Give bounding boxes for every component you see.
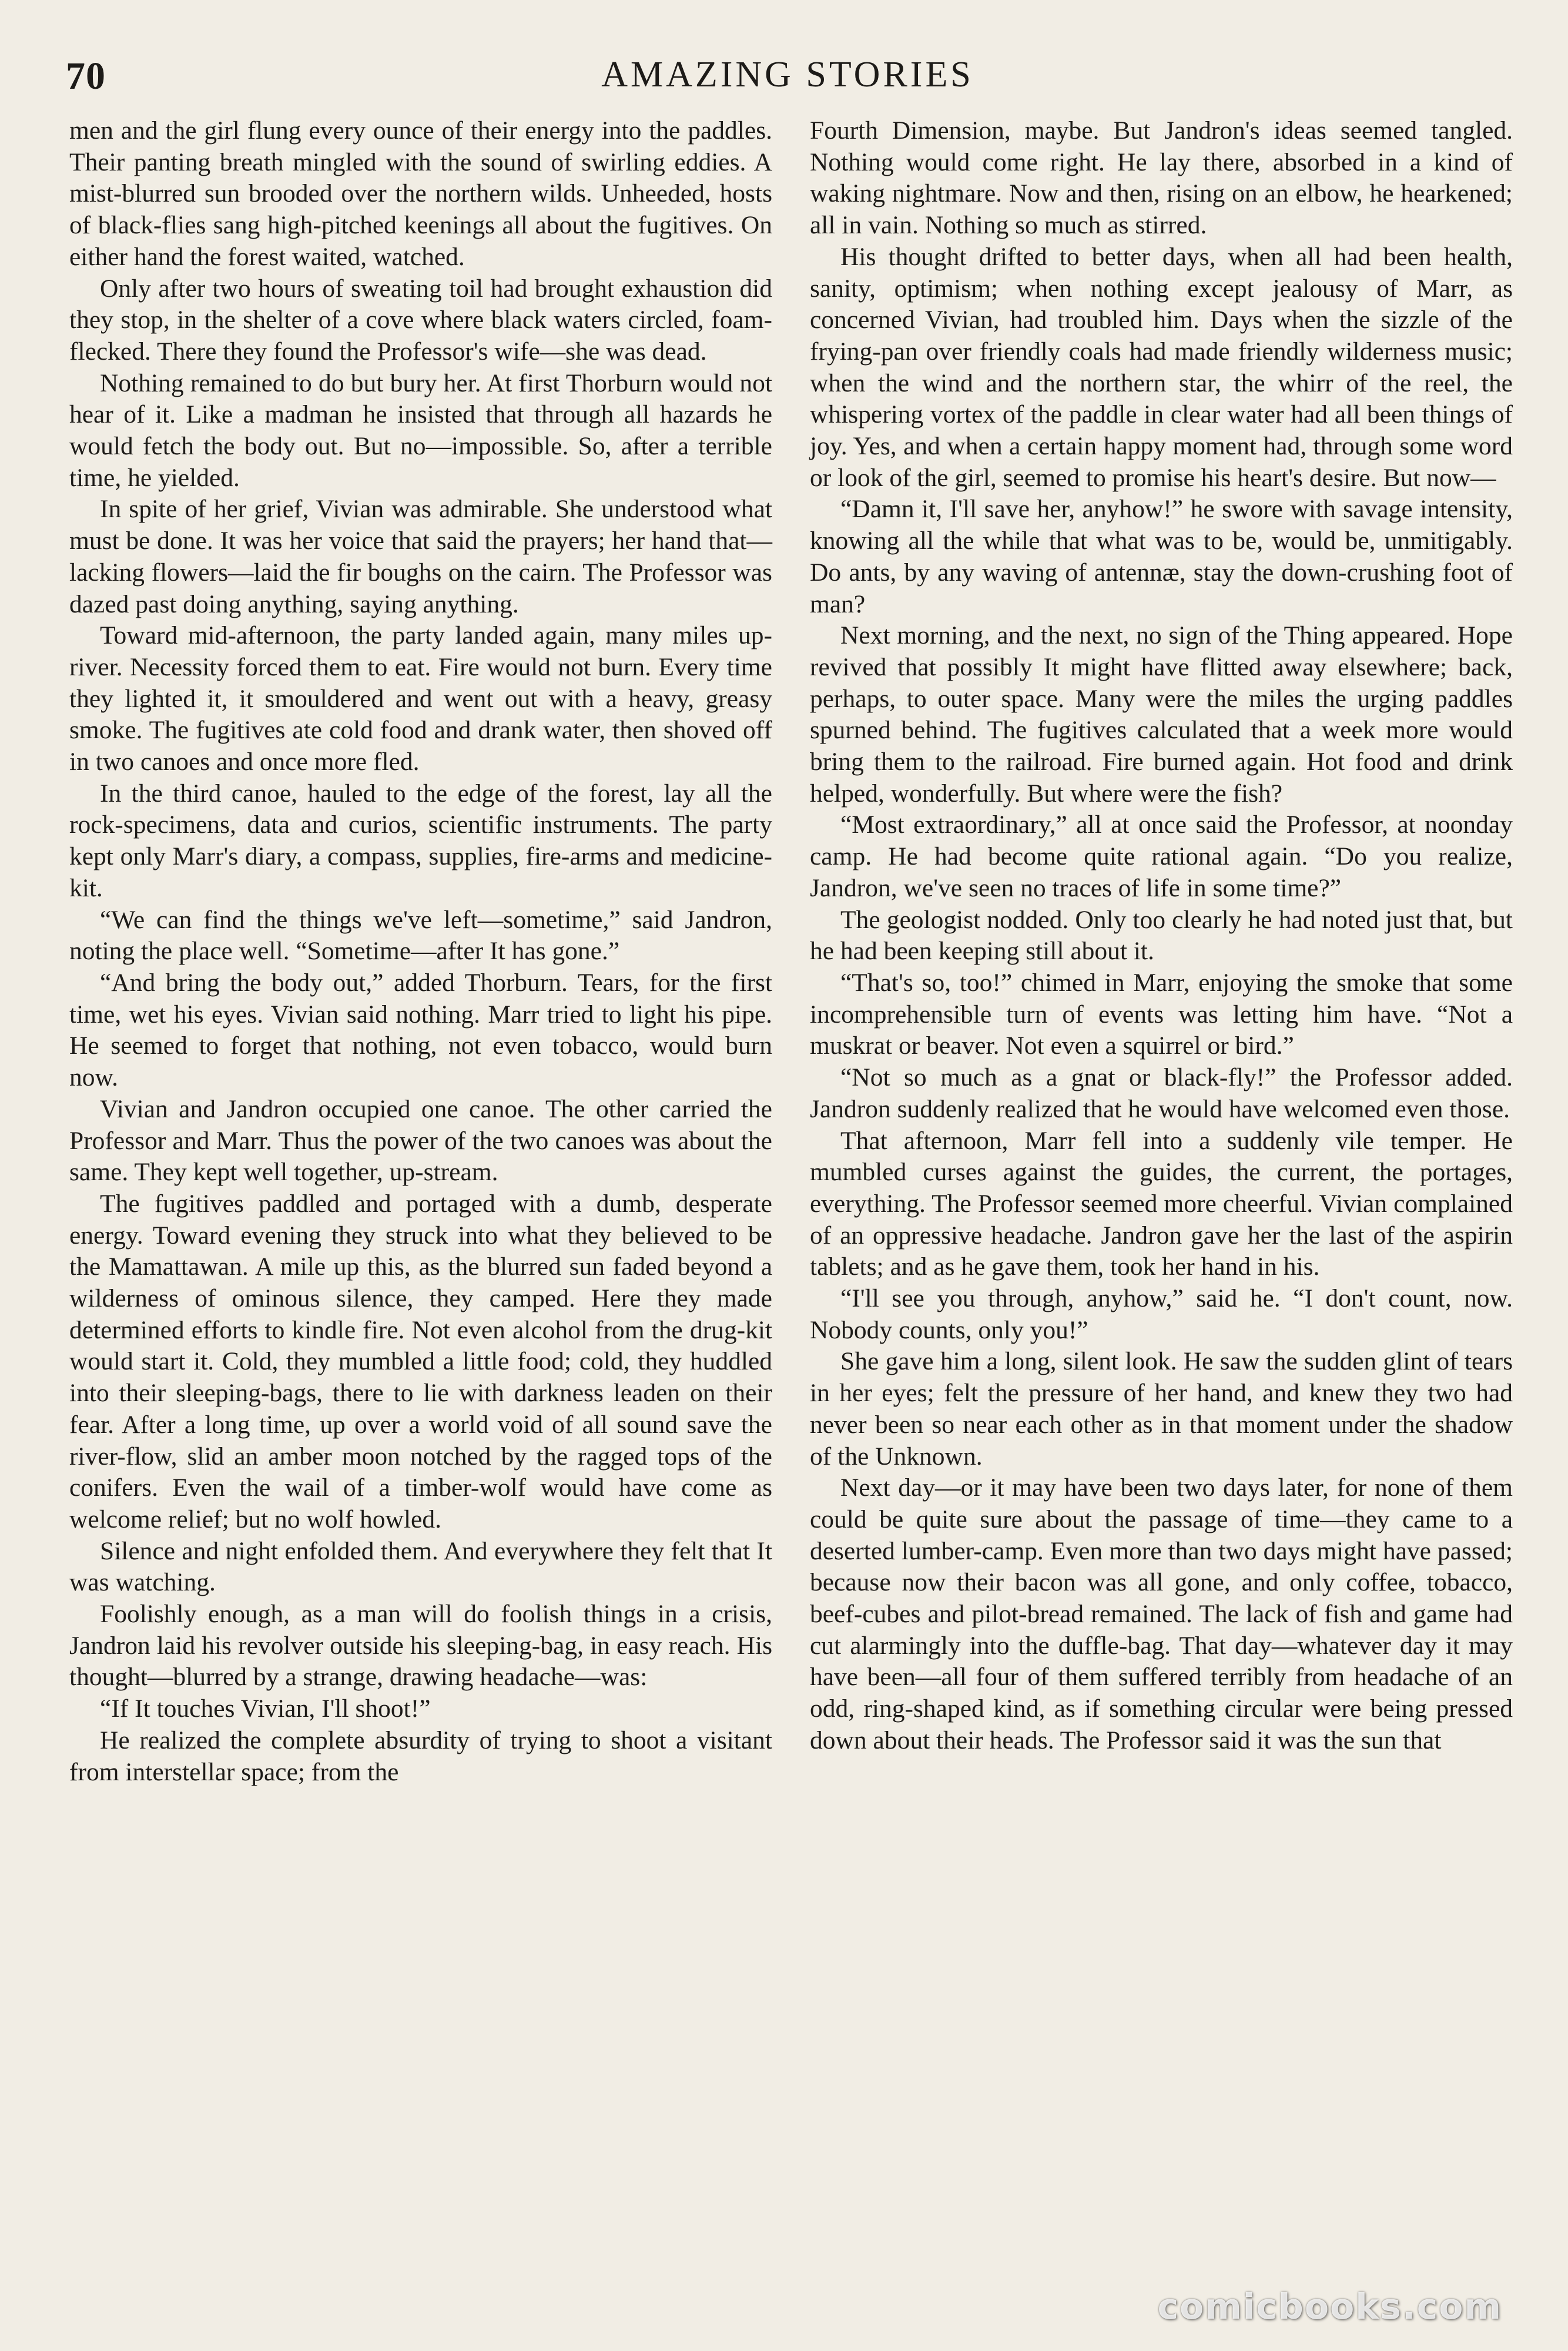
page-header — [66, 54, 1509, 101]
paragraph: “If It touches Vivian, I'll shoot!” — [100, 1694, 431, 1723]
paragraph: Vivian and Jandron occupied one canoe. The other carried the Professor and Marr. Thus the power of the two canoes was about the same. They kept well together, up-stream. — [69, 1094, 772, 1187]
paragraph: “Not so much as a gnat or black-fly!” the Professor added. Jandron suddenly realized that he would have welcomed even those. — [810, 1063, 1513, 1123]
paragraph: Fourth Dimension, maybe. But Jandron's ideas seemed tangled. Nothing would come right. He lay there, absorbed in a kind of waking nightmare. Now and then, rising on an elbow, he hearkened; all in vain. Nothing so much as stirred. — [810, 116, 1513, 240]
paragraph: That afternoon, Marr fell into a suddenly vile temper. He mumbled curses against the guides, the current, the portages, everything. The Professor seemed more cheerful. Vivian complained of an oppressive headache. Jandron gave her the last of the aspirin tablets; and as he gave them, took her hand in his. — [810, 1126, 1513, 1281]
paragraph: Toward mid-afternoon, the party landed again, many miles up-river. Necessity forced them to eat. Fire would not burn. Every time they lighted it, it smouldered and went out with a heavy, greasy smoke. The fugitives ate cold food and drank water, then shoved off in two canoes and once more fled. — [69, 621, 772, 776]
right-column — [810, 115, 1513, 1757]
paragraph: In spite of her grief, Vivian was admirable. She understood what must be done. It was her voice that said the prayers; her hand that—lacking flowers—laid the fir boughs on the cairn. The Professor was dazed past doing anything, saying anything. — [69, 495, 772, 618]
watermark: comicbooks.com — [1157, 2286, 1502, 2327]
paragraph: Nothing remained to do but bury her. At first Thorburn would not hear of it. Like a madman he insisted that through all hazards he would fetch the body out. But no—impossible. So, after a terrible time, he yielded. — [69, 369, 772, 492]
paragraph: Only after two hours of sweating toil had brought exhaustion did they stop, in the shelter of a cove where black waters circled, foam-flecked. There they found the Professor's wife—she was dead. — [69, 274, 772, 366]
paragraph: Next morning, and the next, no sign of the Thing appeared. Hope revived that possibly It might have flitted away elsewhere; back, perhaps, to outer space. Many were the miles the urging paddles spurned behind. The fugitives calculated that a week more would bring them to the railroad. Fire burned again. Hot food and drink helped, wonderfully. But where were the fish? — [810, 621, 1513, 808]
paragraph: Silence and night enfolded them. And everywhere they felt that It was watching. — [69, 1536, 772, 1597]
paragraph: Next day—or it may have been two days later, for none of them could be quite sure about the passage of time—they came to a deserted lumber-camp. Even more than two days might have passed; because now their bacon was all gone, and only coffee, tobacco, beef-cubes and pilot-bread remained. The lack of fish and game had cut alarmingly into the duffle-bag. That day—whatever day it may have been—all four of them suffered terribly from headache of an odd, ring-shaped kind, as if something circular were being pressed down about their heads. The Professor said it was the sun that — [810, 1473, 1513, 1754]
paragraph: The geologist nodded. Only too clearly he had noted just that, but he had been keeping still about it. — [810, 905, 1513, 966]
paragraph: “We can find the things we've left—sometime,” said Jandron, noting the place well. “Sometime—after It has gone.” — [69, 905, 772, 966]
paragraph: In the third canoe, hauled to the edge of the forest, lay all the rock-specimens, data and curios, scientific instruments. The party kept only Marr's diary, a compass, supplies, fire-arms and medicine-kit. — [69, 779, 772, 902]
paragraph: Foolishly enough, as a man will do foolish things in a crisis, Jandron laid his revolver outside his sleeping-bag, in easy reach. His thought—blurred by a strange, drawing headache—was: — [69, 1600, 772, 1692]
paragraph: “I'll see you through, anyhow,” said he. “I don't count, now. Nobody counts, only you!” — [810, 1284, 1513, 1344]
paragraph: “That's so, too!” chimed in Marr, enjoying the smoke that some incomprehensible turn of events was letting him have. “Not a muskrat or beaver. Not even a squirrel or bird.” — [810, 968, 1513, 1060]
paragraph: The fugitives paddled and portaged with a dumb, desperate energy. Toward evening they struck into what they believed to be the Mamattawan. A mile up this, as the blurred sun faded beyond a wilderness of ominous silence, they camped. Here they made determined efforts to kindle fire. Not even alcohol from the drug-kit would start it. Cold, they mumbled a little food; cold, they huddled into their sleeping-bags, there to lie with darkness leaden on their fear. After a long time, up over a world void of all sound save the river-flow, slid an amber moon notched by the ragged tops of the conifers. Even the wail of a timber-wolf would have come as welcome relief; but no wolf howled. — [69, 1189, 772, 1533]
paragraph: “And bring the body out,” added Thorburn. Tears, for the first time, wet his eyes. Vivian said nothing. Marr tried to light his pipe. He seemed to forget that nothing, not even tobacco, would burn now. — [69, 968, 772, 1092]
paragraph: He realized the complete absurdity of trying to shoot a visitant from interstellar space; from the — [69, 1726, 772, 1786]
page-number: 70 — [66, 55, 106, 98]
left-column — [69, 115, 772, 1788]
paragraph: “Damn it, I'll save her, anyhow!” he swore with savage intensity, knowing all the while that what was to be, would be, unmitigably. Do ants, by any waving of antennæ, stay the down-crushing foot of man? — [810, 495, 1513, 618]
magazine-title: AMAZING STORIES — [601, 55, 974, 95]
paragraph: She gave him a long, silent look. He saw the sudden glint of tears in her eyes; felt the pressure of her hand, and knew they two had never been so near each other as in that moment under the shadow of the Unknown. — [810, 1347, 1513, 1471]
paragraph: His thought drifted to better days, when all had been health, sanity, optimism; when nothing except jealousy of Marr, as concerned Vivian, had troubled him. Days when the sizzle of the frying-pan over friendly coals had made friendly wilderness music; when the wind and the northern star, the whirr of the reel, the whispering vortex of the paddle in clear water had all been things of joy. Yes, and when a certain happy moment had, through some word or look of the girl, seemed to promise his heart's desire. But now— — [810, 242, 1513, 492]
paragraph: men and the girl flung every ounce of their energy into the paddles. Their panting breath mingled with the sound of swirling eddies. A mist-blurred sun brooded over the northern wilds. Unheeded, hosts of black-flies sang high-pitched keenings all about the fugitives. On either hand the forest waited, watched. — [69, 116, 772, 271]
paragraph: “Most extraordinary,” all at once said the Professor, at noonday camp. He had become quite rational again. “Do you realize, Jandron, we've seen no traces of life in some time?” — [810, 811, 1513, 902]
